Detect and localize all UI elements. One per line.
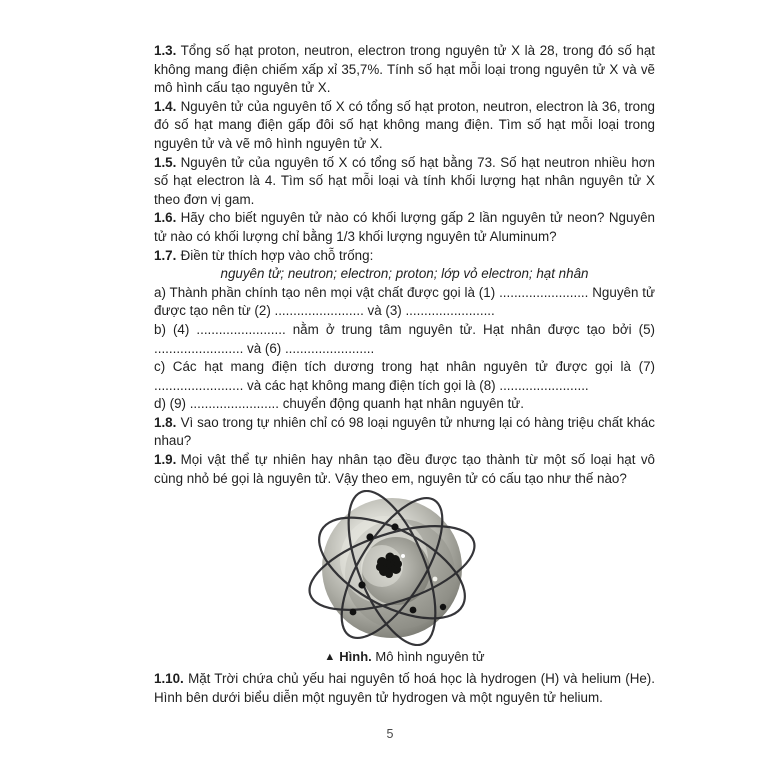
exercise-number: 1.7. xyxy=(154,247,177,263)
fill-blank-a xyxy=(154,284,655,321)
exercise-1-9 xyxy=(154,451,655,488)
triangle-marker-icon: ▲ xyxy=(324,651,336,664)
exercise-number: 1.10. xyxy=(154,671,184,687)
exercise-text: Vì sao trong tự nhiên chỉ có 98 loại nguyên tử nhưng lại có hàng triệu chất khác nhau? xyxy=(154,414,655,449)
exercise-1-8 xyxy=(154,414,655,451)
exercise-number: 1.9. xyxy=(154,452,177,468)
exercise-number: 1.3. xyxy=(154,43,177,58)
figure-caption xyxy=(154,648,655,667)
figure-caption-text: Mô hình nguyên tử xyxy=(375,649,485,665)
exercise-number: 1.4. xyxy=(154,98,177,114)
figure-caption-label: Hình. xyxy=(339,649,372,665)
figure-container xyxy=(154,490,655,646)
exercise-text: Mặt Trời chứa chủ yếu hai nguyên tố hoá học là hydrogen (H) và helium (He). Hình bên dưới biểu diễn một nguyên tử hydrogen và một nguyên tử helium. xyxy=(154,671,655,705)
exercise-1-4 xyxy=(154,98,655,154)
exercise-1-3 xyxy=(154,42,655,98)
exercise-1-6 xyxy=(154,209,655,246)
fill-blank-b xyxy=(154,321,655,358)
exercise-1-7 xyxy=(154,247,655,266)
exercise-text: Mọi vật thể tự nhiên hay nhân tạo đều được tạo thành từ một số loại hạt vô cùng nhỏ bé gọi là nguyên tử. Vậy theo em, nguyên tử có cấu tạo như thế nào? xyxy=(154,452,655,486)
exercise-1-10 xyxy=(154,670,655,707)
exercise-text: Tổng số hạt proton, neutron, electron trong nguyên tử X là 28, trong đó số hạt không mang điện chiếm xấp xỉ 35,7%. Tính số hạt mỗi loại trong nguyên tử X và vẽ mô hình cấu tạo nguyên tử X. xyxy=(154,43,655,96)
fill-blank-text: b) (4) ........................ nằm ở trung tâm nguyên tử. Hạt nhân được tạo bởi (5) ........................ và (6) ........................ xyxy=(154,321,655,356)
exercise-1-5 xyxy=(154,154,655,210)
fill-blank-text: d) (9) ........................ chuyển động quanh hạt nhân nguyên tử. xyxy=(154,396,524,412)
exercise-text: Nguyên tử của nguyên tố X có tổng số hạt proton, neutron, electron là 36, trong đó số hạt mang điện gấp đôi số hạt không mang điện. Tìm số hạt mỗi loại trong nguyên tử và vẽ mô hình nguyên tử X. xyxy=(154,98,655,151)
exercise-text: Điền từ thích hợp vào chỗ trống: xyxy=(180,247,374,263)
page-number: 5 xyxy=(386,727,394,741)
fill-blank-d xyxy=(154,395,655,414)
fill-blank-c xyxy=(154,358,655,395)
exercise-number: 1.5. xyxy=(154,154,177,170)
exercise-number: 1.6. xyxy=(154,210,177,226)
exercise-text-block xyxy=(154,42,655,707)
atom-model-illustration xyxy=(296,490,496,646)
fill-blank-text: c) Các hạt mang điện tích dương trong hạt nhân nguyên tử được gọi là (7) ........................ và các hạt không mang điện tích gọi là (8) ........................ xyxy=(154,359,655,393)
exercise-text: Nguyên tử của nguyên tố X có tổng số hạt bằng 73. Số hạt neutron nhiều hơn số hạt electron là 4. Tìm số hạt mỗi loại và tính khối lượng hạt nhân nguyên tử X theo đơn vị gam. xyxy=(154,154,655,207)
exercise-text: Hãy cho biết nguyên tử nào có khối lượng gấp 2 lần nguyên tử neon? Nguyên tử nào có khối lượng chỉ bằng 1/3 khối lượng nguyên tử Aluminum? xyxy=(154,210,655,244)
word-bank xyxy=(154,265,655,284)
exercise-number: 1.8. xyxy=(154,414,177,430)
word-bank-text: nguyên tử; neutron; electron; proton; lớp vỏ electron; hạt nhân xyxy=(220,266,589,282)
fill-blank-text: a) Thành phần chính tạo nên mọi vật chất được gọi là (1) ........................ Nguyên tử được tạo nên từ (2) ........................ và (3) ........................ xyxy=(154,284,655,319)
